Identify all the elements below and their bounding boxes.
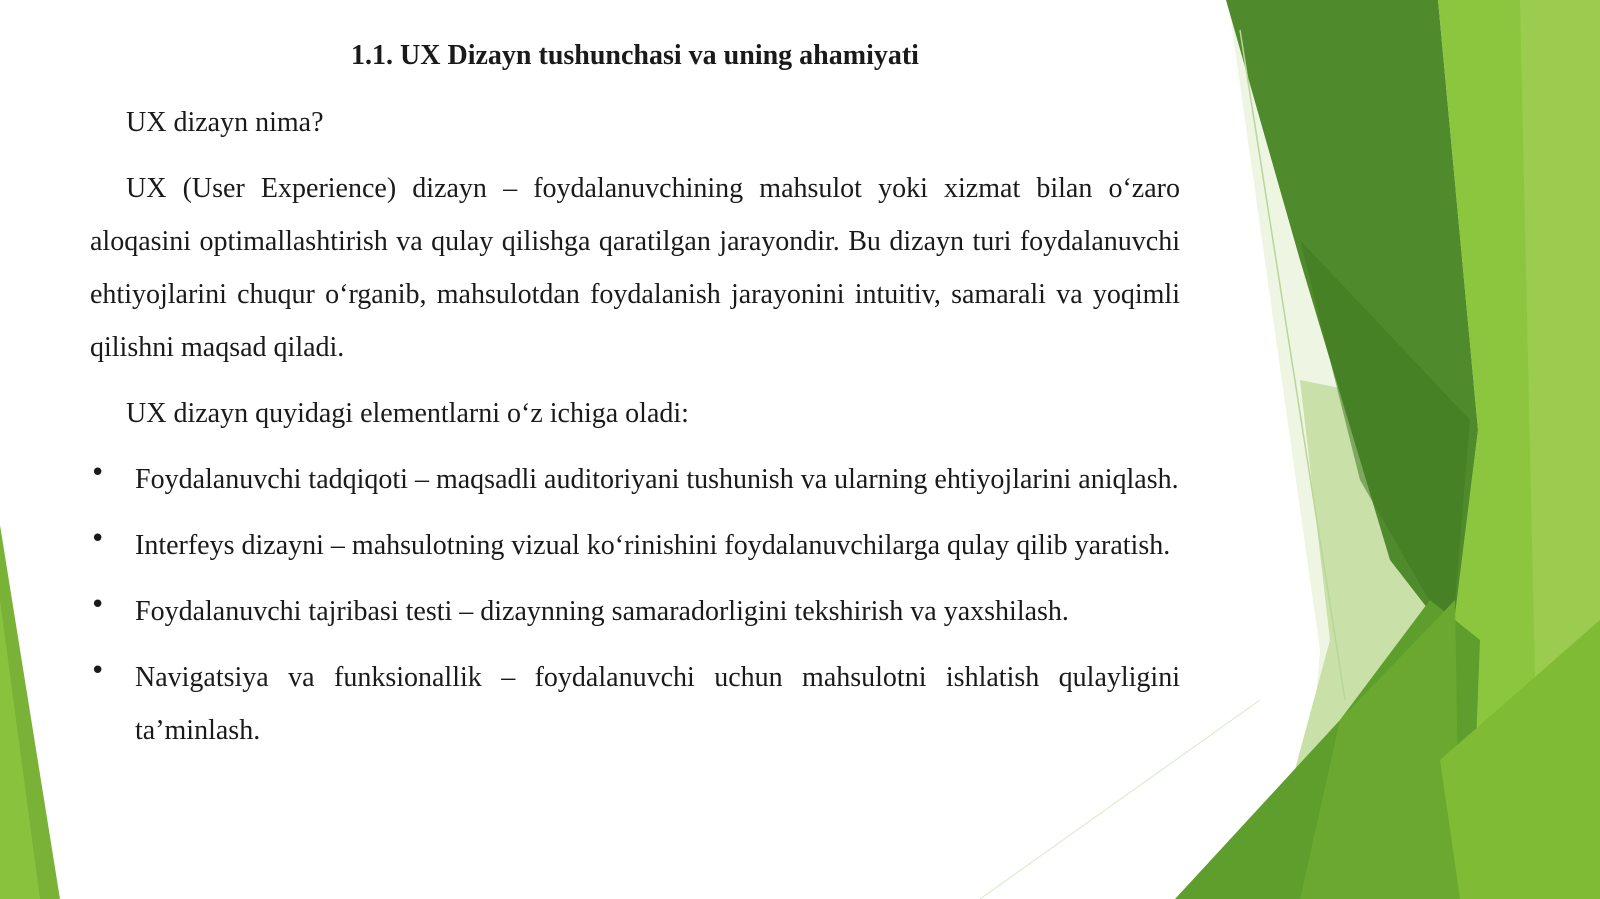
bullet-icon: • xyxy=(90,524,106,555)
definition-paragraph: UX (User Experience) dizayn – foydalanuvchining mahsulot yoki xizmat bilan o‘zaro aloqasini optimallashtirish va qulay qilishga qaratilgan jarayondir. Bu dizayn turi foydalanuvchi ehtiyojlarini chuqur o‘rganib, mahsulotdan foydalanish jarayonini intuitiv, samarali va yoqimli qilishni maqsad qiladi. xyxy=(90,173,1180,364)
list-intro-paragraph: UX dizayn quyidagi elementlarni o‘z ichiga oladi: xyxy=(126,398,689,430)
list-item-text: Interfeys dizayni – mahsulotning vizual ko‘rinishini foydalanuvchilarga qulay qilib yaratish. xyxy=(135,530,1171,562)
slide-content xyxy=(90,38,1180,770)
bullet-icon: • xyxy=(90,590,106,621)
question-paragraph: UX dizayn nima? xyxy=(126,107,324,139)
list-item-text: Navigatsiya va funksionallik – foydalanuvchi uchun mahsulotni ishlatish qulayligini ta’minlash. xyxy=(135,662,1180,747)
list-item xyxy=(90,453,1180,506)
list-item-text: Foydalanuvchi tajribasi testi – dizaynning samaradorligini tekshirish va yaxshilash. xyxy=(135,596,1069,628)
list-item xyxy=(90,651,1180,757)
list-item xyxy=(90,585,1180,638)
list-item xyxy=(90,519,1180,572)
element-list xyxy=(90,453,1180,757)
bullet-icon: • xyxy=(90,458,106,489)
bullet-icon: • xyxy=(90,656,106,687)
list-item-text: Foydalanuvchi tadqiqoti – maqsadli auditoriyani tushunish va ularning ehtiyojlarini aniqlash. xyxy=(135,464,1179,496)
slide-title: 1.1. UX Dizayn tushunchasi va uning ahamiyati xyxy=(351,40,919,71)
